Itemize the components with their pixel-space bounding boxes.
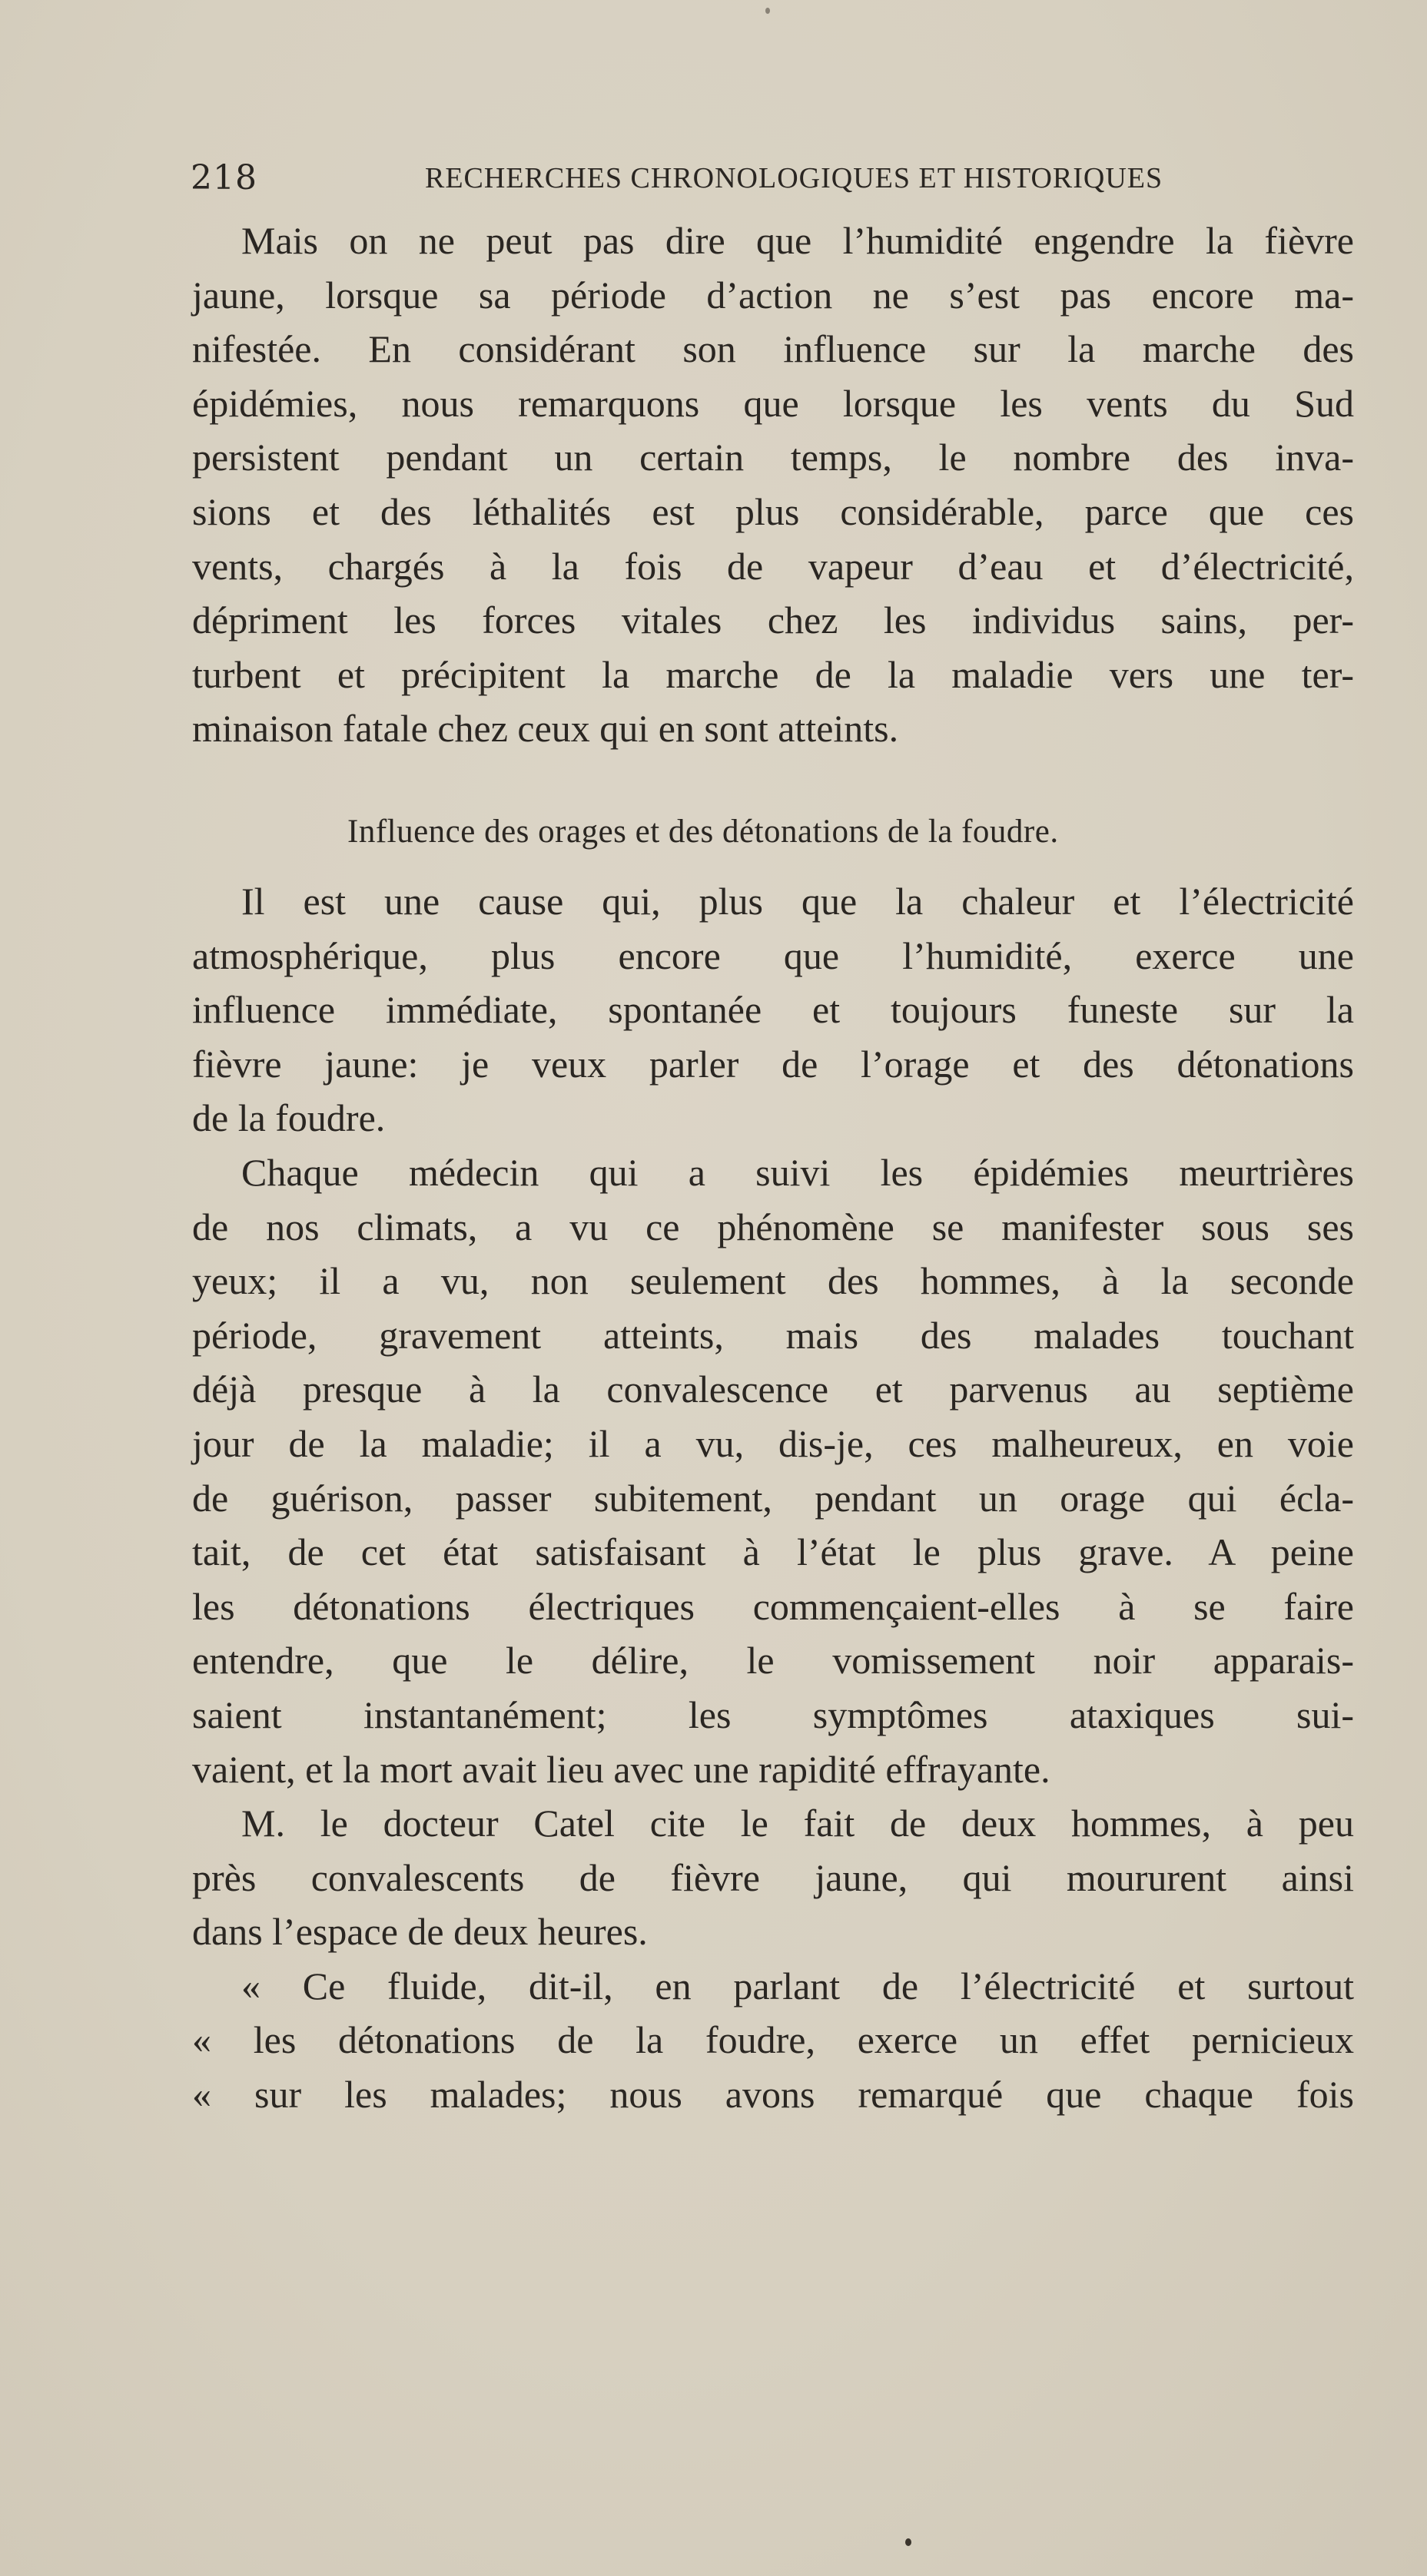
text-line: turbent et précipitent la marche de la maladie vers une ter- [192, 652, 1354, 696]
ink-speck [905, 2538, 911, 2546]
text-line: de la foudre. [192, 1096, 386, 1140]
text-line: atmosphérique, plus encore que l’humidité, exerce une [192, 933, 1354, 977]
text-line: de nos climats, a vu ce phénomène se manifester sous ses [192, 1205, 1354, 1248]
paragraph-3 [192, 1145, 1354, 1796]
text-line: tait, de cet état satisfaisant à l’état le plus grave. A peine [192, 1530, 1354, 1574]
paragraph-4 [192, 1796, 1354, 1959]
text-line: entendre, que le délire, le vomissement noir apparais- [192, 1639, 1354, 1683]
paragraph-5 [192, 1959, 1354, 2122]
text-line: de guérison, passer subitement, pendant un orage qui écla- [192, 1476, 1354, 1520]
text-line: nifestée. En considérant son influence sur la marche des [192, 327, 1354, 371]
text-line: fièvre jaune: je veux parler de l’orage et des détonations [192, 1042, 1354, 1086]
text-line: « les détonations de la foudre, exerce un effet pernicieux [192, 2018, 1354, 2062]
text-line: saient instantanément; les symptômes ataxiques sui- [192, 1692, 1354, 1736]
text-line: dans l’espace de deux heures. [192, 1910, 648, 1954]
text-line: près convalescents de fièvre jaune, qui moururent ainsi [192, 1855, 1354, 1899]
text-line: « sur les malades; nous avons remarqué que chaque fois [192, 2073, 1354, 2117]
text-line: sions et des léthalités est plus considérable, parce que ces [192, 489, 1354, 533]
text-line: « Ce fluide, dit-il, en parlant de l’électricité et surtout [241, 1964, 1354, 2007]
text-line: épidémies, nous remarquons que lorsque les vents du Sud [192, 381, 1354, 425]
text-line: M. le docteur Catel cite le fait de deux hommes, à peu [241, 1802, 1354, 1845]
text-line: vaient, et la mort avait lieu avec une rapidité effrayante. [192, 1747, 1050, 1791]
text-line: jour de la maladie; il a vu, dis-je, ces malheureux, en voie [192, 1421, 1354, 1465]
text-line: dépriment les forces vitales chez les individus sains, per- [192, 598, 1354, 642]
ink-speck [765, 8, 770, 14]
lower-text-block [192, 874, 1354, 2122]
paragraph-1 [192, 214, 1354, 756]
text-line: les détonations électriques commençaient-elles à se faire [192, 1584, 1354, 1628]
text-line: influence immédiate, spontanée et toujours funeste sur la [192, 988, 1354, 1032]
section-heading: Influence des orages et des détonations de la foudre. [347, 814, 1059, 850]
text-line: minaison fatale chez ceux qui en sont atteints. [192, 707, 899, 751]
page-header [191, 158, 1190, 204]
upper-text-block [192, 214, 1354, 756]
running-head: RECHERCHES CHRONOLOGIQUES ET HISTORIQUES [425, 162, 1163, 194]
text-line: Il est une cause qui, plus que la chaleur et l’électricité [241, 880, 1354, 923]
text-line: vents, chargés à la fois de vapeur d’eau et d’électricité, [192, 544, 1354, 588]
text-line: déjà presque à la convalescence et parvenus au septième [192, 1368, 1354, 1411]
text-line: Chaque médecin qui a suivi les épidémies meurtrières [241, 1150, 1354, 1194]
text-line: persistent pendant un certain temps, le nombre des inva- [192, 436, 1354, 479]
text-line: période, gravement atteints, mais des malades touchant [192, 1313, 1354, 1357]
text-line: jaune, lorsque sa période d’action ne s’est pas encore ma- [192, 273, 1354, 317]
page-number: 218 [191, 158, 257, 197]
paragraph-2 [192, 874, 1354, 1145]
text-line: Mais on ne peut pas dire que l’humidité engendre la fièvre [241, 219, 1354, 262]
text-line: yeux; il a vu, non seulement des hommes, à la seconde [192, 1259, 1354, 1303]
